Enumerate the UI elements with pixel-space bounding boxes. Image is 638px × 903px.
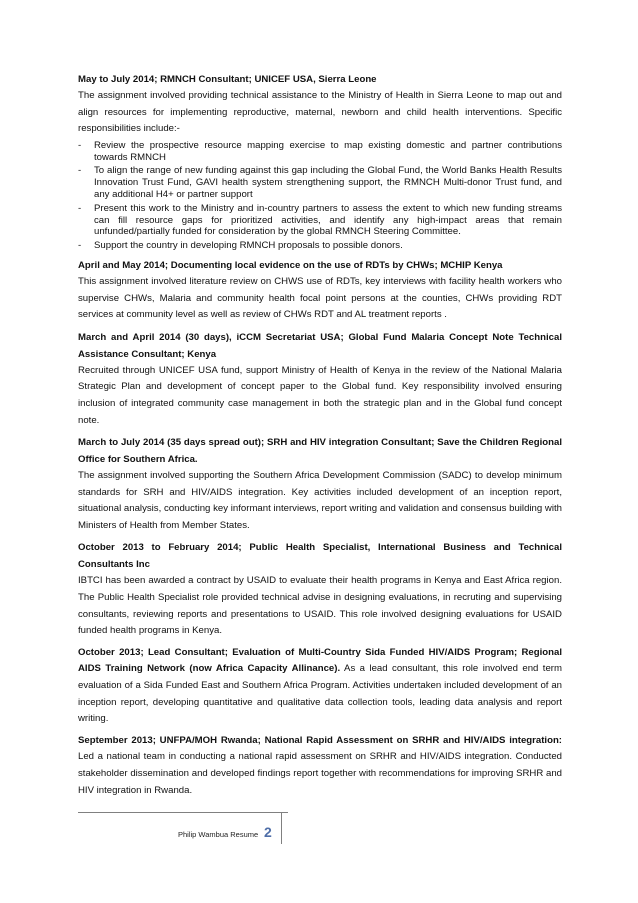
responsibility-list bbox=[78, 140, 562, 252]
entry-heading: October 2013; Lead Consultant; Evaluation of Multi-Country Sida Funded HIV/AIDS Program; Regional AIDS Training Network (now Africa Capacity Allinance). bbox=[78, 646, 562, 675]
footer-rule bbox=[78, 812, 288, 813]
resume-page bbox=[78, 71, 562, 804]
list-item: - To align the range of new funding against this gap including the Global Fund, the World Banks Health Results Innovation Trust Fund, GAVI health system strengthening support, the RMNCH Multi-donor Trust fund, and any additional H4+ or partner support bbox=[78, 165, 562, 200]
list-item: - Present this work to the Ministry and in-country partners to assess the extent to which new funding streams can fill resource gaps for prioritized activities, and identify any high-impact areas that remain unfunded/partially funded for consideration by the global RMNCH Steering Committee. bbox=[78, 202, 562, 238]
entry-ibtci bbox=[78, 539, 562, 639]
entry-body: Recruited through UNICEF USA fund, support Ministry of Health of Kenya in the review of the National Malaria Strategic Plan and development of concept paper to the Global fund. Key responsibility involved ensuring inclusion of integrated community case management in both the strategic plan and in the Global fund concept note. bbox=[78, 364, 562, 426]
entry-unfpa-rwanda bbox=[78, 733, 562, 799]
entry-heading: May to July 2014; RMNCH Consultant; UNICEF USA, Sierra Leone bbox=[78, 74, 377, 85]
entry-heading: March to July 2014 (35 days spread out); SRH and HIV integration Consultant; Save the Children Regional Office for Southern Africa. bbox=[78, 437, 562, 466]
entry-ratn bbox=[78, 645, 562, 728]
entry-body: The assignment involved providing technical assistance to the Ministry of Health in Sierra Leone to map out and align resources for implementing reproductive, maternal, newborn and child health interventions. Specific responsibilities include:- bbox=[78, 90, 562, 135]
list-item: - Review the prospective resource mapping exercise to map existing domestic and partner contributions towards RMNCH bbox=[78, 139, 562, 163]
page-number: 2 bbox=[264, 824, 272, 840]
entry-save-the-children bbox=[78, 434, 562, 534]
entry-body: Led a national team in conducting a national rapid assessment on SRHR and HIV/AIDS integration. Conducted stakeholder dissemination and developed findings report together with recommendations for improving SRHR and HIV integration in Rwanda. bbox=[78, 751, 562, 796]
entry-body: This assignment involved literature review on CHWS use of RDTs, key interviews with facility health workers who supervise CHWs, Malaria and community health focal point persons at the counties, CHWs providing RDT services at community level as well as review of CHWs RDT and AL treatment reports . bbox=[78, 275, 562, 321]
entry-paragraph bbox=[78, 733, 562, 799]
list-item: - Support the country in developing RMNCH proposals to possible donors. bbox=[78, 240, 403, 252]
entry-iccm-kenya bbox=[78, 329, 562, 429]
entry-body: The assignment involved supporting the Southern Africa Development Commission (SADC) to develop minimum standards for SRH and HIV/AIDS integration. Key activities included development of an inception report, situational analysis, conducting key informant interviews, report writing and validation and consensus building with Ministers of Health from Member States. bbox=[78, 470, 562, 531]
entry-heading: March and April 2014 (30 days), iCCM Secretariat USA; Global Fund Malaria Concept Note Technical Assistance Consultant; Kenya bbox=[78, 331, 562, 360]
footer-divider bbox=[281, 812, 282, 844]
entry-unicef-sierra-leone bbox=[78, 71, 562, 252]
entry-body: As a lead consultant, this role involved end term evaluation of a Sida Funded East and Southern Africa Program. Activities undertaken included development of an inception report, developing quantitative and qualitative data collection tools, leading data analysis and report writing. bbox=[78, 663, 562, 725]
entry-body: IBTCI has been awarded a contract by USAID to evaluate their health programs in Kenya and East Africa region. The Public Health Specialist role provided technical advise in designing evaluations, in recruting and supervising consultants, reviewing reports and presentations to USAID. This role involved designing evaluations for USAID funded health programs in Kenya. bbox=[78, 575, 562, 637]
entry-heading: April and May 2014; Documenting local evidence on the use of RDTs by CHWs; MCHIP Kenya bbox=[78, 259, 503, 271]
entry-heading: October 2013 to February 2014; Public Health Specialist, International Business and Technical Consultants Inc bbox=[78, 542, 562, 571]
entry-mchip-kenya bbox=[78, 257, 562, 324]
entry-paragraph bbox=[78, 645, 562, 728]
footer-name: Philip Wambua Resume bbox=[178, 830, 259, 839]
page-footer bbox=[78, 812, 562, 844]
entry-heading: September 2013; UNFPA/MOH Rwanda; National Rapid Assessment on SRHR and HIV/AIDS integration: bbox=[78, 734, 562, 746]
